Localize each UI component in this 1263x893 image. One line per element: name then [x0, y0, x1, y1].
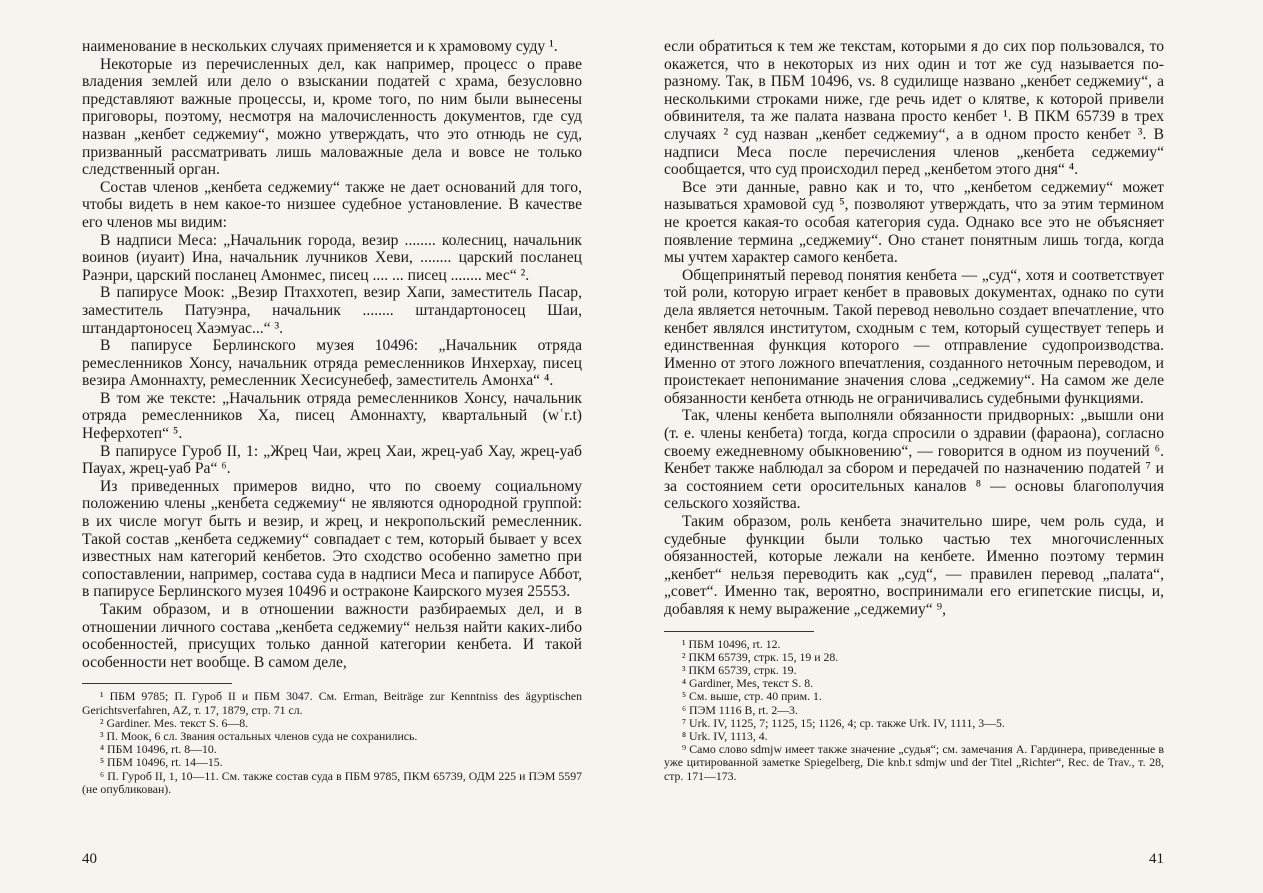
left-page	[82, 38, 582, 868]
footnote: ⁷ Urk. IV, 1125, 7; 1125, 15; 1126, 4; ср. также Urk. IV, 1111, 3—5.	[682, 715, 1005, 730]
paragraph: В надписи Меса: „Начальник города, везир ........ колесниц, начальник воинов (иуаит) Ина, начальник лучников Хеви, ........ царский посланец Раэнри, царский посланец Амонмес, писец .... ... писец ........ мес“ ².	[82, 231, 582, 284]
footnote: ² ПКМ 65739, стрк. 15, 19 и 28.	[682, 649, 839, 664]
footnote-divider	[82, 683, 232, 684]
paragraph: Так, члены кенбета выполняли обязанности придворных: „вышли они (т. е. члены кенбета) тогда, когда спросили о здравии (фараона), согласно своему ежедневному обыкновению“, — говорится в одном из поучений ⁶. Кенбет также наблюдал за сбором и передачей по назначению податей ⁷ и за состоянием сети оросительных каналов ⁸ — основы благополучия сельского хозяйства.	[664, 407, 1164, 513]
paragraph: Общепринятый перевод понятия кенбета — „суд“, хотя и соответствует той роли, которую играет кенбет в правовых документах, однако по сути дела является неточным. Такой перевод невольно создает впечатление, что кенбет являлся институтом, сходным с тем, который существует теперь и единственная функция которого — отправление судопроизводства. Именно от этого ложного впечатления, созданного неточным переводом, и проистекает непонимание значения слова „седжемиу“. На самом же деле обязанности кенбета отнюдь не ограничивались судебными функциями.	[664, 266, 1164, 407]
right-page	[664, 38, 1164, 868]
paragraph: Некоторые из перечисленных дел, как например, процесс о праве владения землей или дело о взыскании податей с храма, безусловно представляют важные процессы, и, кроме того, по ним были вынесены приговоры, поэтому, несмотря на малочисленность документов, где суд назван „кенбет седжемиу“, можно утверждать, что это отнюдь не суд, призванный рассматривать лишь маловажные дела и вовсе не только следственный орган.	[82, 55, 582, 179]
footnote: ⁶ П. Гуроб II, 1, 10—11. См. также состав суда в ПБМ 9785, ПКМ 65739, ОДМ 225 и ПЭМ 5597 (не опубликован).	[82, 768, 582, 796]
footnote: ¹ ПБМ 10496, rt. 12.	[682, 636, 781, 651]
paragraph: Таким образом, роль кенбета значительно шире, чем роль суда, и судебные функции были только частью тех многочисленных обязанностей, которые лежали на кенбете. Именно поэтому термин „кенбет“ нельзя переводить как „суд“, — правилен перевод „палата“, „совет“. Именно так, вероятно, воспринимали его египетские писцы, и, добавляя к нему выражение „седжемиу“ ⁹,	[664, 513, 1164, 618]
footnote: ⁹ Само слово sdmjw имеет также значение „судья“; см. замечания А. Гардинера, приведенные в уже цитированной заметке Spiegelberg, Die knb.t sdmjw und der Titel „Richter“, Rec. de Trav., т. 28, стр. 171—173.	[664, 742, 1164, 783]
page-number: 41	[1149, 851, 1164, 867]
footnote: ⁶ ПЭМ 1116 В, rt. 2—3.	[682, 702, 798, 717]
footnote: ³ П. Моок, 6 сл. Звания остальных членов суда не сохранились.	[100, 728, 418, 743]
paragraph: В папирусе Моок: „Везир Птаххотеп, везир Хапи, заместитель Пасар, заместитель Патуэнра, начальник ........ штандартоносец Шаи, штандартоносец Хаэмуас...“ ³.	[82, 284, 582, 337]
paragraph: Из приведенных примеров видно, что по своему социальному положению члены „кенбета седжемиу“ не являются однородной группой: в их числе могут быть и везир, и жрец, и некропольский ремесленник. Такой состав „кенбета седжемиу“ совпадает с тем, который бывает у всех известных нам категорий кенбетов. Это сходство особенно заметно при сопоставлении, например, состава суда в надписи Меса и папирусе Аббот, в папирусе Берлинского музея 10496 и остраконе Каирского музея 25553.	[82, 477, 582, 601]
right-page-footnotes	[664, 638, 1164, 783]
left-page-body	[82, 38, 582, 671]
paragraph: В папирусе Гуроб II, 1: „Жрец Чаи, жрец Хаи, жрец-уаб Хау, жрец-уаб Пауах, жрец-уаб Ра“ ⁶.	[82, 442, 582, 478]
paragraph: В том же тексте: „Начальник отряда ремесленников Хонсу, начальник отряда ремесленников Ха, писец Амоннахту, квартальный (wʿr.t) Неферхотеп“ ⁵.	[82, 389, 582, 443]
footnote: ¹ ПБМ 9785; П. Гуроб II и ПБМ 3047. См. Erman, Beiträge zur Kenntniss des ägyptischen Gerichtsverfahren, AZ, т. 17, 1879, стр. 71 сл.	[82, 689, 582, 717]
paragraph: Все эти данные, равно как и то, что „кенбетом седжемиу“ может называться храмовой суд ⁵, позволяют утверждать, что за этим термином не кроется какая-то особая категория суда. Однако все это не объясняет появление термина „седжемиу“. Оно станет понятным лишь тогда, когда мы учтем характер самого кенбета.	[664, 178, 1164, 267]
paragraph: Состав членов „кенбета седжемиу“ также не дает оснований для того, чтобы видеть в нем какое-то низшее судебное установление. В качестве его членов мы видим:	[82, 178, 582, 231]
page-number: 40	[82, 851, 97, 867]
footnote: ⁸ Urk. IV, 1113, 4.	[682, 729, 768, 744]
left-page-footnotes	[82, 690, 582, 796]
right-page-body	[664, 38, 1164, 619]
footnote: ⁵ См. выше, стр. 40 прим. 1.	[682, 689, 822, 704]
paragraph: Таким образом, и в отношении важности разбираемых дел, и в отношении личного состава „кенбета седжемиу“ нельзя найти каких-либо особенностей, присущих только данной категории кенбета. И такой особенности нет вообще. В самом деле,	[82, 601, 582, 671]
footnote: ³ ПКМ 65739, стрк. 19.	[682, 663, 797, 677]
footnote: ⁴ ПБМ 10496, rt. 8—10.	[100, 742, 217, 757]
footnote: ⁴ Gardiner, Mes, текст S. 8.	[682, 676, 814, 691]
paragraph: В папирусе Берлинского музея 10496: „Начальник отряда ремесленников Хонсу, начальник отряда ремесленников Инхерхау, писец везира Амоннахту, ремесленник Хесисунебеф, заместитель Амонха“ ⁴.	[82, 337, 582, 390]
paragraph: наименование в нескольких случаях применяется и к храмовому суду ¹.	[82, 38, 558, 55]
footnote-divider	[664, 631, 814, 632]
footnote: ⁵ ПБМ 10496, rt. 14—15.	[100, 755, 223, 770]
footnote: ² Gardiner. Mes. текст S. 6—8.	[100, 715, 249, 730]
paragraph: если обратиться к тем же текстам, которыми я до сих пор пользовался, то окажется, что в некоторых из них один и тот же суд называется по-разному. Так, в ПБМ 10496, vs. 8 судилище названо „кенбет седжемиу“, а несколькими строками ниже, где речь идет о клятве, к которой привели обвинителя, та же палата названа просто кенбет ¹. В ПКМ 65739 в трех случаях ² суд назван „кенбет седжемиу“, а в одном просто кенбет ³. В надписи Меса после перечисления членов „кенбета седжемиу“ сообщается, что суд происходил перед „кенбетом этого дня“ ⁴.	[664, 38, 1164, 179]
